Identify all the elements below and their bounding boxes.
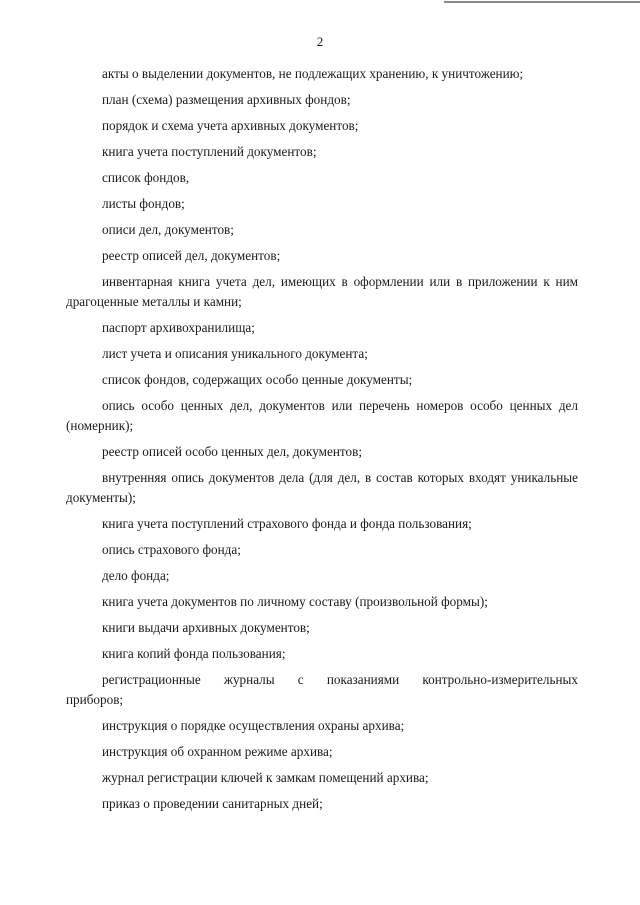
list-item: дело фонда;	[102, 568, 170, 583]
list-item: список фондов,	[102, 170, 190, 185]
list-item: список фондов, содержащих особо ценные документы;	[102, 372, 413, 387]
list-item: лист учета и описания уникального документа;	[102, 346, 368, 361]
list-item: инвентарная книга учета дел, имеющих в оформлении или в приложении к ним драгоценные металлы и камни;	[66, 274, 578, 309]
page-number: 2	[316, 34, 324, 49]
list-item: порядок и схема учета архивных документов;	[102, 118, 359, 133]
list-item: паспорт архивохранилища;	[102, 320, 255, 335]
list-item: описи дел, документов;	[102, 222, 234, 237]
list-item: опись особо ценных дел, документов или перечень номеров особо ценных дел (номерник);	[66, 398, 578, 433]
list-item: книга копий фонда пользования;	[102, 646, 286, 661]
list-item: книга учета поступлений документов;	[102, 144, 317, 159]
list-item: регистрационные журналы с показаниями контрольно-измерительных приборов;	[66, 672, 578, 707]
document-list	[66, 64, 578, 820]
list-item: книга учета поступлений страхового фонда и фонда пользования;	[102, 516, 472, 531]
list-item: акты о выделении документов, не подлежащих хранению, к уничтожению;	[102, 66, 524, 81]
list-item: реестр описей особо ценных дел, документов;	[102, 444, 362, 459]
top-rule	[444, 1, 640, 3]
list-item: листы фондов;	[102, 196, 185, 211]
list-item: книги выдачи архивных документов;	[102, 620, 310, 635]
list-item: приказ о проведении санитарных дней;	[102, 796, 323, 811]
list-item: реестр описей дел, документов;	[102, 248, 281, 263]
list-item: внутренняя опись документов дела (для дел, в состав которых входят уникальные документы);	[66, 470, 578, 505]
list-item: опись страхового фонда;	[102, 542, 241, 557]
list-item: инструкция о порядке осуществления охраны архива;	[102, 718, 405, 733]
list-item: книга учета документов по личному составу (произвольной формы);	[102, 594, 488, 609]
list-item: план (схема) размещения архивных фондов;	[102, 92, 351, 107]
list-item: инструкция об охранном режиме архива;	[102, 744, 333, 759]
list-item: журнал регистрации ключей к замкам помещений архива;	[102, 770, 429, 785]
